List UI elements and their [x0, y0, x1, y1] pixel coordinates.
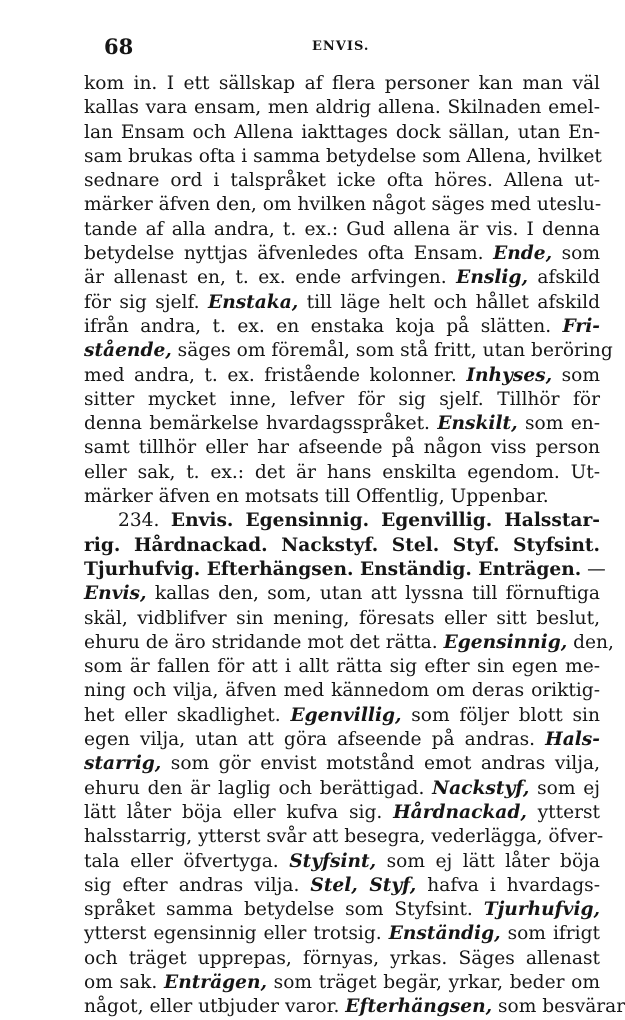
text-segment: sednare ord i talspråket icke ofta höres. Allena ut- — [84, 170, 600, 192]
text-line — [84, 461, 600, 485]
term-italic: Egensinnig, — [443, 631, 568, 653]
term-italic: Enständig, — [388, 923, 501, 945]
text-line — [84, 704, 600, 728]
text-line — [84, 96, 600, 120]
text-line — [84, 971, 600, 995]
text-line — [84, 266, 600, 290]
text-segment: ehuru de äro stridande mot det rätta. — [84, 631, 444, 653]
term-italic: Tjurhufvig, — [483, 899, 600, 921]
text-segment: samt tillhör eller har afseende på någon viss person — [84, 437, 600, 459]
text-segment: ytterst egensinnig eller trotsig. — [84, 923, 389, 945]
text-segment: den, — [567, 631, 614, 653]
text-segment: denna bemärkelse hvardagsspråket. — [84, 413, 438, 435]
emphasized-term — [545, 729, 600, 750]
text-segment: som ifrigt — [500, 923, 600, 945]
text-segment: till läge helt och hållet afskild — [298, 291, 600, 313]
term-italic: Enstaka, — [208, 291, 299, 313]
text-line — [84, 121, 600, 145]
emphasized-term — [290, 705, 401, 726]
text-line — [84, 825, 604, 849]
text-line — [84, 558, 606, 582]
text-line — [84, 947, 600, 971]
term-italic: Inhyses, — [466, 364, 553, 386]
term-italic: Hårdnackad, — [393, 801, 527, 823]
text-segment: något, eller utbjuder varor. — [84, 996, 346, 1018]
term-italic: Nackstyf, — [432, 777, 530, 799]
text-segment: säges om föremål, som stå fritt, utan beröring — [171, 340, 613, 362]
text-segment: som gör envist motstånd emot andras vilja, — [161, 753, 600, 775]
text-segment: är allenast en, t. ex. ende arfvingen. — [84, 267, 457, 289]
emphasized-term: Envis. Egensinnig. Egenvillig. Halsstar- — [170, 510, 600, 532]
text-line — [84, 315, 600, 339]
text-line — [84, 291, 600, 315]
term-italic: Stel, Styf, — [310, 874, 417, 896]
text-segment: för sig sjelf. — [84, 291, 209, 313]
text-segment: ning och vilja, äfven med kännedom om deras oriktig- — [84, 680, 600, 702]
page-header — [82, 34, 582, 62]
term-italic: Ende, — [493, 243, 553, 265]
text-segment: kom in. I ett sällskap af flera personer kan man väl — [84, 73, 600, 94]
emphasized-term — [84, 753, 161, 774]
text-segment: som ej lätt låter böja — [376, 850, 600, 872]
emphasized-term — [437, 413, 517, 434]
text-segment: ytterst — [526, 801, 600, 823]
emphasized-term — [432, 778, 529, 799]
term-italic: Enslig, — [456, 267, 528, 289]
text-line — [84, 534, 600, 558]
text-segment: hafva i hvardags- — [416, 874, 600, 896]
emphasized-term — [466, 365, 552, 386]
text-segment: het eller skadlighet. — [84, 704, 291, 726]
text-segment: skäl, vidblifver sin mening, föresats eller sitt beslut, — [84, 607, 600, 629]
text-segment: kallas den, som, utan att lyssna till förnuftiga — [146, 583, 600, 605]
emphasized-term — [389, 923, 501, 944]
text-segment: halsstarrig, ytterst svår att besegra, vederlägga, öfver- — [84, 826, 604, 848]
text-line — [84, 72, 600, 96]
text-line — [84, 412, 600, 436]
text-segment: ifrån andra, t. ex. en enstaka koja på slätten. — [84, 315, 563, 337]
emphasized-term: Tjurhufvig. Efterhängsen. Enständig. Enträgen. — [84, 558, 582, 580]
emphasized-term — [493, 243, 552, 264]
text-line — [84, 242, 600, 266]
term-italic: Hals- — [545, 729, 600, 751]
term-italic: Fri- — [562, 315, 600, 337]
text-segment: som är fallen för att i allt rätta sig efter sin egen me- — [84, 656, 600, 678]
emphasized-term — [444, 632, 568, 653]
text-line — [84, 509, 600, 533]
text-segment: som en- — [517, 413, 601, 435]
emphasized-term — [345, 996, 492, 1017]
emphasized-term — [310, 875, 416, 896]
text-line — [84, 801, 600, 825]
text-line — [84, 655, 600, 679]
emphasized-term — [84, 583, 147, 604]
emphasized-term — [563, 316, 600, 337]
emphasized-term — [484, 899, 600, 920]
emphasized-term — [393, 802, 527, 823]
text-segment: lätt låter böja eller kufva sig. — [84, 801, 394, 823]
text-line — [84, 922, 600, 946]
text-segment: och träget upprepas, förnyas, yrkas. Säges allenast — [84, 947, 600, 969]
text-line — [84, 169, 600, 193]
running-head: ENVIS. — [312, 39, 370, 54]
text-segment: 234. — [118, 510, 171, 532]
emphasized-term — [289, 851, 376, 872]
text-line — [84, 679, 600, 703]
term-italic: Enträgen, — [164, 971, 267, 993]
page-number: 68 — [104, 34, 134, 59]
term-italic: Enskilt, — [437, 413, 518, 435]
text-segment: eller sak, t. ex.: det är hans enskilta egendom. Ut- — [84, 461, 600, 483]
emphasized-term — [208, 292, 298, 313]
text-segment: — — [581, 558, 606, 580]
emphasized-term — [456, 267, 528, 288]
text-line — [84, 339, 613, 363]
body-text — [84, 72, 625, 1020]
text-segment: som besvärar — [492, 996, 625, 1018]
text-segment: betydelse nyttjas äfvenledes ofta Ensam. — [84, 243, 494, 265]
text-line — [84, 850, 600, 874]
text-line — [84, 995, 625, 1019]
text-line — [84, 752, 600, 776]
text-segment: som följer blott sin — [401, 704, 600, 726]
term-italic: Egenvillig, — [290, 704, 402, 726]
text-line — [84, 436, 600, 460]
text-segment: som — [552, 243, 600, 265]
text-segment: som ej — [529, 777, 600, 799]
emphasized-term — [164, 972, 267, 993]
emphasized-term: rig. Hårdnackad. Nackstyf. Stel. Styf. Styfsint. — [84, 534, 600, 556]
term-italic: starrig, — [84, 753, 162, 775]
text-line — [84, 607, 600, 631]
text-line — [84, 582, 600, 606]
text-segment: med andra, t. ex. fristående kolonner. — [84, 364, 467, 386]
text-segment: afskild — [527, 267, 600, 289]
term-italic: Styfsint, — [289, 850, 377, 872]
text-line — [84, 388, 600, 412]
emphasized-term — [84, 340, 172, 361]
text-segment: märker äfven en motsats till Offentlig, Uppenbar. — [84, 486, 549, 508]
text-segment: ehuru den är laglig och berättigad. — [84, 777, 433, 799]
text-segment: tala eller öfvertyga. — [84, 850, 290, 872]
text-segment: kallas vara ensam, men aldrig allena. Skilnaden emel- — [84, 97, 600, 119]
text-segment: sitter mycket inne, lefver för sig sjelf. Tillhör för — [84, 388, 600, 410]
term-italic: Envis, — [84, 583, 147, 605]
term-italic: stående, — [84, 340, 172, 362]
text-segment: märker äfven den, om hvilken något säges med uteslu- — [84, 194, 602, 216]
text-line — [84, 777, 600, 801]
text-line — [84, 364, 600, 388]
text-segment: språket samma betydelse som Styfsint. — [84, 899, 484, 921]
term-italic: Efterhängsen, — [345, 996, 493, 1018]
text-line — [84, 728, 600, 752]
text-segment: sig efter andras vilja. — [84, 874, 311, 896]
text-segment: tande af alla andra, t. ex.: Gud allena är vis. I denna — [84, 218, 600, 240]
text-line — [84, 485, 600, 509]
text-line — [84, 145, 600, 169]
text-segment: egen vilja, utan att göra afseende på andras. — [84, 729, 546, 751]
text-segment: som träget begär, yrkar, beder om — [266, 971, 600, 993]
text-line — [84, 631, 614, 655]
text-segment: lan Ensam och Allena iakttages dock sällan, utan En- — [84, 121, 600, 143]
text-segment: som — [552, 364, 600, 386]
text-line — [84, 193, 600, 217]
text-line — [84, 874, 600, 898]
text-line — [84, 898, 600, 922]
text-segment: sam brukas ofta i samma betydelse som Allena, hvilket — [84, 145, 602, 167]
text-segment: om sak. — [84, 971, 165, 993]
text-line — [84, 218, 600, 242]
